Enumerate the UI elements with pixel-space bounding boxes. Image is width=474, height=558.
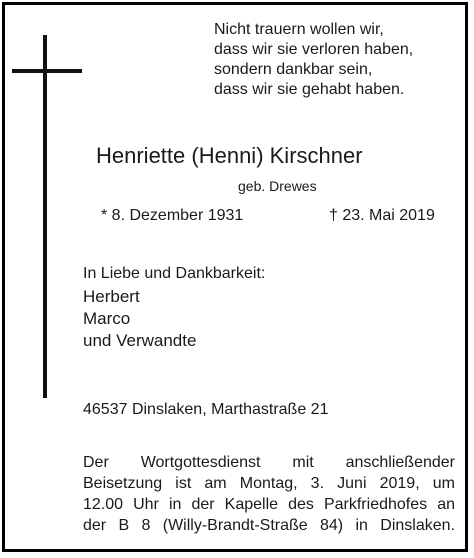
mourners-list: [83, 286, 196, 352]
deceased-name: Henriette (Henni) Kirschner: [96, 143, 363, 168]
verse: [214, 20, 454, 100]
mourners-intro: In Liebe und Dankbarkeit:: [83, 265, 266, 282]
mourner-name: Herbert: [83, 287, 140, 306]
service-details: [83, 452, 455, 536]
death-date: † 23. Mai 2019: [329, 207, 435, 224]
service-line: Der Wortgottesdienst mit anschließender: [83, 454, 455, 471]
verse-line: sondern dankbar sein,: [214, 61, 373, 78]
mourner-name: und Verwandte: [83, 331, 197, 350]
maiden-name: geb. Drewes: [238, 178, 317, 194]
cross-horizontal-bar: [12, 69, 82, 73]
service-line: der B 8 (Willy-Brandt-Straße 84) in Dinslaken.: [83, 517, 455, 534]
verse-line: Nicht trauern wollen wir,: [214, 21, 384, 38]
service-line: Beisetzung ist am Montag, 3. Juni 2019, um: [83, 475, 455, 492]
mourner-name: Marco: [83, 309, 131, 328]
service-line: 12.00 Uhr in der Kapelle des Parkfriedhofes an: [83, 496, 455, 513]
verse-line: dass wir sie verloren haben,: [214, 41, 414, 58]
verse-line: dass wir sie gehabt haben.: [214, 81, 405, 98]
birth-date: * 8. Dezember 1931: [101, 207, 244, 224]
cross-vertical-bar: [43, 35, 47, 398]
address: 46537 Dinslaken, Marthastraße 21: [83, 401, 329, 418]
